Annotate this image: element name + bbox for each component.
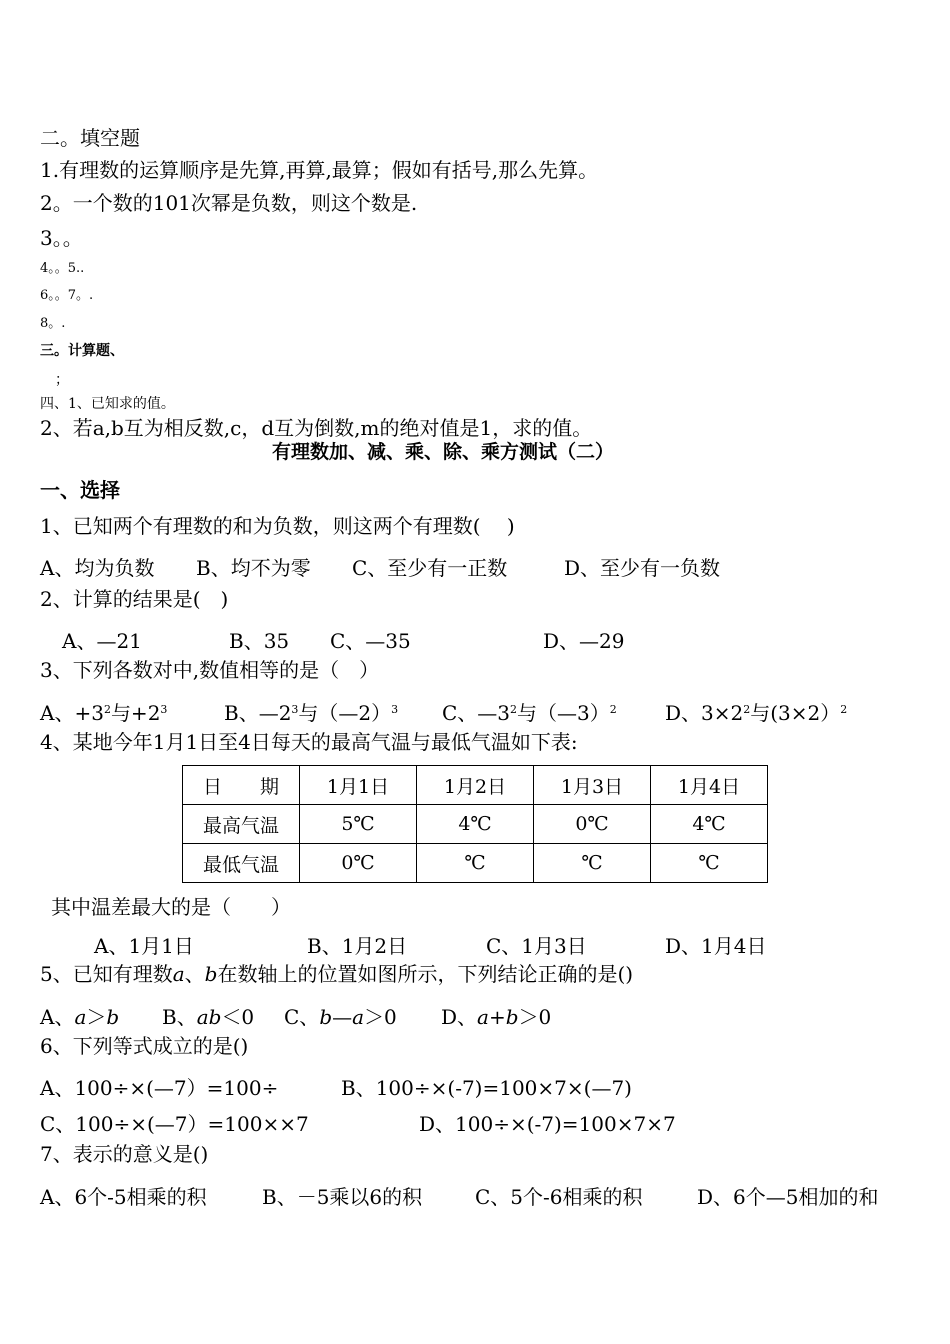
table-cell: ℃ [534,844,651,883]
table-cell: 0℃ [534,805,651,844]
part4-q2: 2、若a,b互为相反数,c，d互为倒数,m的绝对值是1，求的值。 [40,416,593,440]
q4-follow-up: 其中温差最大的是（ ） [51,895,291,919]
q4-option-c: C、1月3日 [486,934,587,958]
q4-stem: 4、某地今年1月1日至4日每天的最高气温与最低气温如下表: [40,730,578,754]
table-cell: 最高气温 [183,805,300,844]
fill-blank-q4-q5: 4。。5.. [40,261,85,276]
q7-option-b: B、－5乘以6的积 [262,1185,423,1209]
q4-option-a: A、1月1日 [94,934,194,958]
part4-q1: 四、1、已知求的值。 [40,396,175,412]
q6-option-d: D、100÷×(-7)=100×7×7 [419,1112,676,1136]
calc-line: ； [55,372,69,388]
table-cell: 最低气温 [183,844,300,883]
fill-blank-q6-q7: 6。。7。. [40,288,94,303]
q1-option-c: C、至少有一正数 [352,556,508,580]
q5-stem: 5、已知有理数a、b在数轴上的位置如图所示，下列结论正确的是() [40,962,634,986]
table-cell: 1月1日 [300,766,417,805]
section-heading: 一、选择 [40,478,120,502]
q5-option-d: D、a+b＞0 [441,1005,552,1029]
q1-option-b: B、均不为零 [196,556,311,580]
q3-option-c: C、$—3^2$与（—3）$^2$ [442,701,617,725]
calc-heading: 三。计算题、 [40,343,124,359]
fill-blank-q8: 8。. [40,316,66,331]
table-cell: ℃ [651,844,768,883]
q6-stem: 6、下列等式成立的是() [40,1034,249,1058]
table-row [183,805,768,844]
table-cell: ℃ [417,844,534,883]
q3-option-a: A、$+3^2$与$+2^3$ [40,701,168,725]
q3-option-d: D、$3\times 2^2$与(3×2）$^2$ [665,701,848,725]
q2-option-b: B、35 [229,629,290,653]
q2-stem: 2、计算的结果是( ) [40,587,229,611]
table-row [183,844,768,883]
q5-option-a: A、a＞b [40,1005,120,1029]
fill-blank-heading: 二。填空题 [40,126,140,150]
q2-option-c: C、—35 [330,629,411,653]
temperature-table [182,765,768,883]
q3-option-b: B、$—2^3$与（—2）$^3$ [224,701,399,725]
q6-option-b: B、100÷×(-7)=100×7×(—7) [341,1076,632,1100]
q3-stem: 3、下列各数对中,数值相等的是（ ） [40,658,380,682]
table-cell: 4℃ [417,805,534,844]
fill-blank-q3: 3。。 [40,226,83,250]
table-cell: 1月4日 [651,766,768,805]
test-title: 有理数加、减、乘、除、乘方测试（二） [272,441,615,463]
q7-stem: 7、表示的意义是() [40,1142,209,1166]
fill-blank-q2: 2。一个数的101次幂是负数，则这个数是. [40,191,418,215]
table-cell: 日 期 [183,766,300,805]
table-cell: 4℃ [651,805,768,844]
q1-stem: 1、已知两个有理数的和为负数，则这两个有理数( ) [40,514,515,538]
q7-option-d: D、6个—5相加的和 [697,1185,879,1209]
q4-option-d: D、1月4日 [665,934,767,958]
table-cell: 1月2日 [417,766,534,805]
q6-option-a: A、100÷×(—7）=100÷ [40,1076,279,1100]
table-header-row [183,766,768,805]
q5-option-c: C、b—a＞0 [284,1005,397,1029]
q6-option-c: C、100÷×(—7）=100××7 [40,1112,309,1136]
q4-option-b: B、1月2日 [307,934,408,958]
q5-option-b: B、ab＜0 [162,1005,255,1029]
q2-option-a: A、—21 [62,629,142,653]
q1-option-d: D、至少有一负数 [564,556,721,580]
table-cell: 1月3日 [534,766,651,805]
fill-blank-q1: 1.有理数的运算顺序是先算,再算,最算；假如有括号,那么先算。 [40,158,599,182]
table-cell: 5℃ [300,805,417,844]
q1-option-a: A、均为负数 [40,556,155,580]
q7-option-a: A、6个-5相乘的积 [40,1185,207,1209]
table-cell: 0℃ [300,844,417,883]
q2-option-d: D、—29 [543,629,625,653]
q7-option-c: C、5个-6相乘的积 [475,1185,643,1209]
